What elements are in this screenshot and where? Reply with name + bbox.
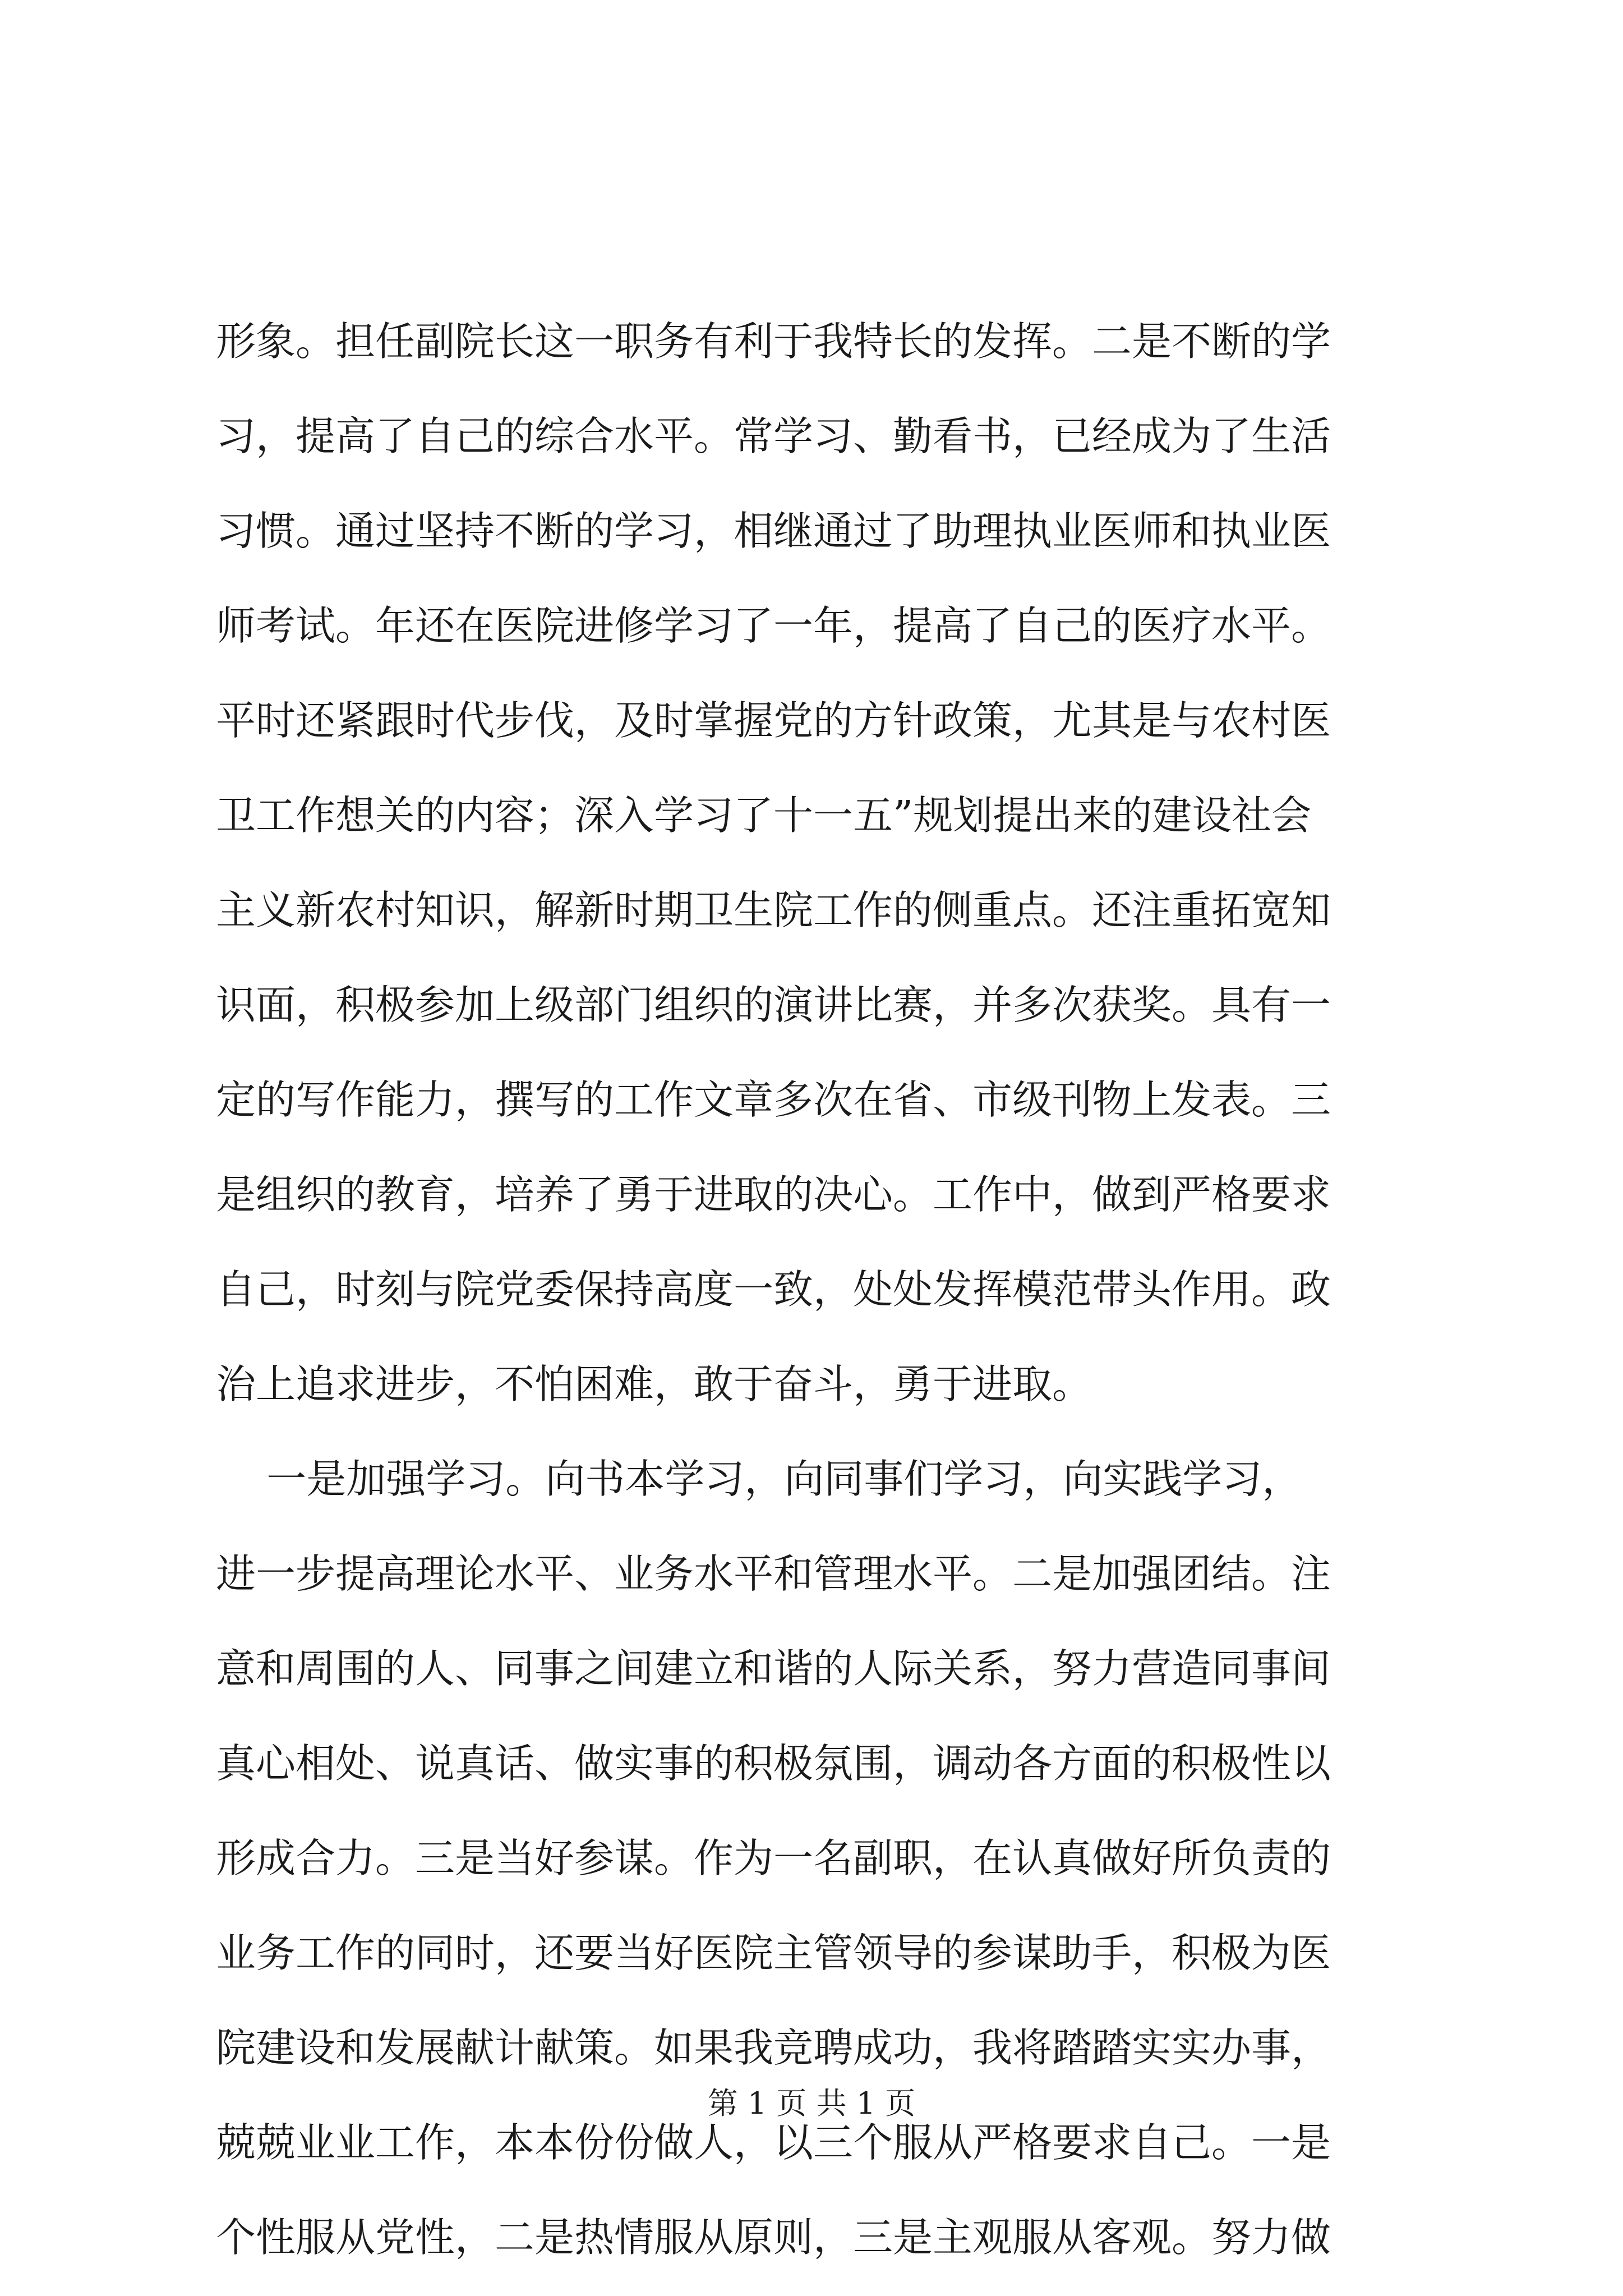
text-line: 师考试。年还在医院进修学习了一年，提高了自己的医疗水平。 [216,602,1331,649]
text-line: 主义新农村知识，解新时期卫生院工作的侧重点。还注重拓宽知 [216,887,1331,933]
text-line: 兢兢业业工作，本本份份做人，以三个服从严格要求自己。一是 [216,2119,1331,2166]
text-line: 习，提高了自己的综合水平。常学习、勤看书，已经成为了生活 [216,413,1331,459]
text-line: 进一步提高理论水平、业务水平和管理水平。二是加强团结。注 [216,1550,1331,1597]
text-line: 真心相处、说真话、做实事的积极氛围，调动各方面的积极性以 [216,1740,1331,1787]
page-footer [0,2081,1623,2126]
text-line: 习惯。通过坚持不断的学习，相继通过了助理执业医师和执业医 [216,508,1331,554]
text-line: 个性服从党性，二是热情服从原则，三是主观服从客观。努力做 [216,2214,1331,2261]
text-line: 院建设和发展献计献策。如果我竞聘成功，我将踏踏实实办事， [216,2024,1331,2071]
page-number-label: 第 1 页 共 1 页 [707,2086,916,2121]
text-line: 识面，积极参加上级部门组织的演讲比赛，并多次获奖。具有一 [216,982,1331,1028]
text-line: 治上追求进步，不怕困难，敢于奋斗，勇于进取。 [216,1361,1092,1407]
text-line: 一是加强学习。向书本学习，向同事们学习，向实践学习， [216,1456,1302,1502]
text-line: 形象。担任副院长这一职务有利于我特长的发挥。二是不断的学 [216,318,1331,365]
text-line: 形成合力。三是当好参谋。作为一名副职，在认真做好所负责的 [216,1835,1331,1881]
text-line: 业务工作的同时，还要当好医院主管领导的参谋助手，积极为医 [216,1930,1331,1976]
text-line: 平时还紧跟时代步伐，及时掌握党的方针政策，尤其是与农村医 [216,697,1331,744]
text-line: 卫工作想关的内容；深入学习了十一五”规划提出来的建设社会 [216,792,1312,839]
text-line: 自己，时刻与院党委保持高度一致，处处发挥模范带头作用。政 [216,1266,1331,1313]
text-line: 意和周围的人、同事之间建立和谐的人际关系，努力营造同事间 [216,1645,1331,1692]
text-line: 是组织的教育，培养了勇于进取的决心。工作中，做到严格要求 [216,1171,1331,1218]
text-line: 定的写作能力，撰写的工作文章多次在省、市级刊物上发表。三 [216,1076,1331,1123]
document-body [216,294,1410,2285]
